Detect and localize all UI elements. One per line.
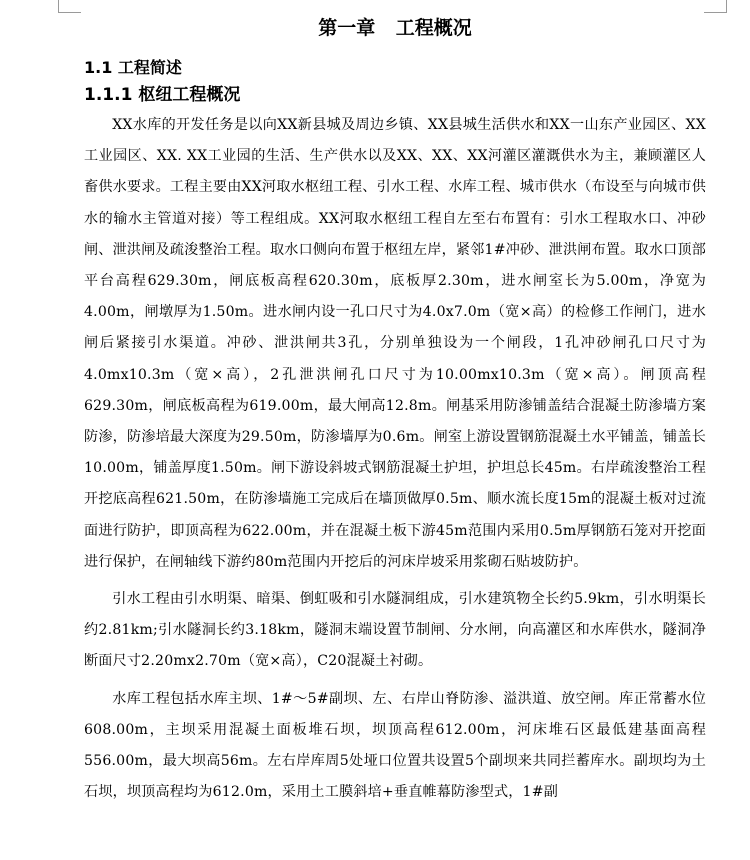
page-corner-mark-left — [58, 0, 81, 13]
paragraph-reservoir-works: 水库工程包括水库主坝、1#～5#副坝、左、右岸山脊防渗、溢洪道、放空闸。库正常蓄水位608.00m，主坝采用混凝土面板堆石坝，坝顶高程612.00m，河床堆石区最低建基面高程556.00m，最大坝高56m。左右岸库周5处垭口位置共设置5个副坝来共同拦蓄库水。副坝均为土石坝，坝顶高程均为612.0m，采用土工膜斜培+垂直帷幕防渗型式，1#副 — [84, 690, 706, 801]
page-corner-mark-right — [704, 0, 727, 13]
document-body — [84, 8, 706, 814]
section-title: 1.1 工程简述 — [84, 58, 182, 77]
subsection-title: 1.1.1 枢纽工程概况 — [84, 85, 241, 105]
paragraph-diversion-works: 引水工程由引水明渠、暗渠、倒虹吸和引水隧洞组成，引水建筑物全长约5.9km，引水明渠长约2.81km;引水隧洞长约3.18km，隧洞末端设置节制闸、分水闸，向高灌区和水库供水，隧洞净断面尺寸2.20mx2.70m（宽×高），C20混凝土衬砌。 — [84, 591, 706, 670]
chapter-title: 第一章 工程概况 — [318, 17, 472, 39]
paragraph-hub-overview: XX水库的开发任务是以向XX新县城及周边乡镇、XX县城生活供水和XX一山东产业园区、XX工业园区、XX. XX工业园的生活、生产供水以及XX、XX、XX河灌区灌溉供水为主，兼顾灌区人畜供水要求。工程主要由XX河取水枢纽工程、引水工程、水库工程、城市供水（布设至与向城市供水的输水主管道对接）等工程组成。XX河取水枢纽工程自左至右布置有：引水工程取水口、冲砂闸、泄洪闸及疏浚整治工程。取水口侧向布置于枢纽左岸，紧邻1#冲砂、泄洪闸布置。取水口顶部平台高程629.30m，闸底板高程620.30m，底板厚2.30m，进水闸室长为5.00m，净宽为4.00m，闸墩厚为1.50m。进水闸内设一孔口尺寸为4.0x7.0m（宽×高）的检修工作闸门，进水闸后紧接引水渠道。冲砂、泄洪闸共3孔，分别单独设为一个闸段，1孔冲砂闸孔口尺寸为4.0mx10.3m（宽×高），2孔泄洪闸孔口尺寸为10.00mx10.3m（宽×高）。闸顶高程629.30m，闸底板高程为619.00m，最大闸高12.8m。闸基采用防渗铺盖结合混凝土防渗墙方案防渗，防渗培最大深度为29.50m，防渗墙厚为0.6m。闸室上游设置钢筋混凝土水平铺盖，铺盖长10.00m，铺盖厚度1.50m。闸下游设斜坡式钢筋混凝土护坦，护坦总长45m。右岸疏浚整治工程开挖底高程621.50m，在防渗墙施工完成后在墙顶做厚0.5m、顺水流长度15m的混凝土板对过流面进行防护，即顶高程为622.00m，并在混凝土板下游45m范围内采用0.5m厚钢筋石笼对开挖面进行保护，在闸轴线下游约80m范围内开挖后的河床岸坡采用浆砌石贴坡防护。 — [84, 117, 706, 570]
